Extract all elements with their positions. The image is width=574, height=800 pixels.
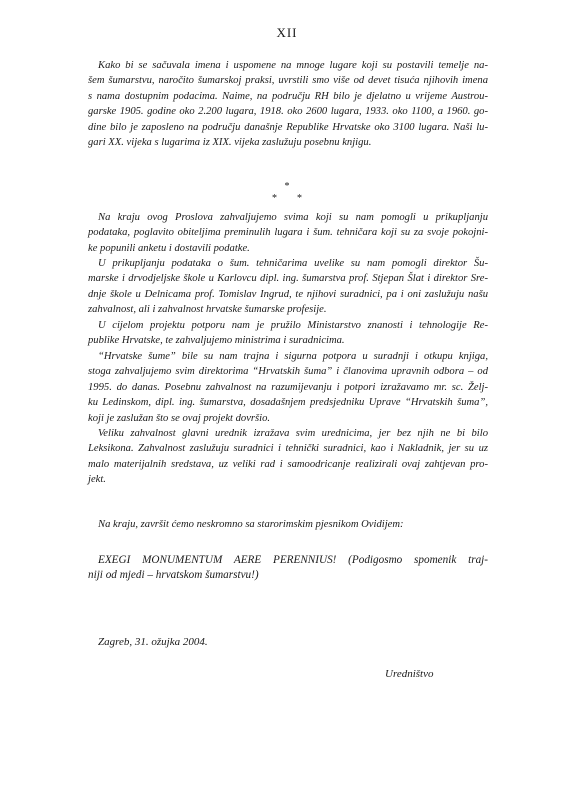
acknowledgements-paragraph: [88, 210, 488, 256]
text-line: U prikupljanju podataka o šum. tehničarima uvelike su nam pomogli direktor Šu-: [98, 258, 488, 269]
section-separator: [0, 181, 574, 205]
text-line: malo materijalnih sredstava, uz veliki rad i samoodricanje realizirali ovaj zahtjevan pro-: [88, 458, 488, 470]
separator-star-bottom: * *: [272, 193, 302, 204]
text-line: Na kraju, završit ćemo neskromno sa starorimskim pjesnikom Ovidijem:: [98, 519, 404, 530]
text-line: niji od mjedi – hrvatskom šumarstvu!): [88, 569, 259, 582]
text-line: ku Ledinskom, dipl. ing. šumarstva, dosadašnjem predsjedniku Uprave “Hrvatskih šuma”,: [88, 397, 488, 409]
text-line: gari XX. vijeka s lugarima iz XIX. vijeka zaslužuju posebnu knjigu.: [88, 137, 372, 149]
text-line: podataka, poglavito obiteljima preminulih lugara i šum. tehničara koji su za svoje pokojni-: [88, 227, 488, 239]
editors-paragraph: [88, 426, 488, 488]
text-line: jekt.: [88, 474, 106, 486]
signature: Uredništvo: [385, 668, 434, 680]
text-line: ke popunili anketu i dostavili podatke.: [88, 242, 250, 254]
text-line: Leksikona. Zahvalnost zaslužuju suradnici i tehnički suradnici, kao i Nakladnik, jer su uz: [88, 443, 488, 455]
text-line: Kako bi se sačuvala imena i uspomene na mnoge lugare koji su postavili temelje na-: [98, 60, 488, 71]
text-line: EXEGI MONUMENTUM AERE PERENNIUS! (Podigosmo spomenik traj-: [98, 554, 488, 566]
text-line: Veliku zahvalnost glavni urednik izražava svim urednicima, jer bez njih ne bi bilo: [98, 428, 488, 439]
ovid-quote: [88, 553, 488, 584]
text-line: publike Hrvatske, te zahvaljujemo ministrima i suradnicima.: [88, 335, 345, 347]
page-number: XII: [276, 25, 298, 40]
text-line: zahvalnost, ali i zahvalnost hrvatske šumarske profesije.: [88, 304, 327, 316]
schools-paragraph: [88, 256, 488, 318]
ministry-paragraph: [88, 318, 488, 349]
text-line: koji je zaslužan što se ovaj projekt dovršio.: [88, 412, 271, 424]
text-line: šem šumarstvu, naročito šumarskoj praksi, uvrstili smo više od devet tisuća njihovih imena: [88, 75, 488, 87]
text-line: marske i drvodjeljske škole u Karlovcu dipl. ing. šumarstva prof. Stjepan Šlat i direktor Sre-: [88, 273, 488, 285]
hrvatske-sume-paragraph: [88, 349, 488, 426]
separator-star-top: *: [284, 181, 290, 192]
text-line: dnje škole u Delnicama prof. Tomislav Ingrud, te njihovi suradnici, pa i oni zaslužuju našu: [88, 288, 488, 300]
text-line: Na kraju ovog Proslova zahvaljujemo svima koji su nam pomogli u prikupljanju: [98, 212, 488, 223]
text-line: s nama dostupnim podacima. Naime, na području RH bilo je djelatno u vrijeme Austrou-: [88, 90, 488, 102]
date-line: Zagreb, 31. ožujka 2004.: [98, 636, 208, 648]
text-line: garske 1905. godine oko 2.200 lugara, 1918. oko 2600 lugara, 1933. oko 1100, a 1960. go-: [88, 106, 488, 118]
text-line: stoga zahvaljujemo svim direktorima “Hrvatskih šuma” i članovima upravnih odbora – od: [88, 366, 488, 378]
text-line: 1995. do danas. Posebnu zahvalnost na razumijevanju i potpori izražavamo mr. sc. Želj-: [88, 381, 488, 393]
text-line: dine bilo je zaposleno na području današnje Republike Hrvatske oko 3100 lugara. Naši lu-: [88, 121, 488, 133]
text-line: “Hrvatske šume” bile su nam trajna i sigurna potpora u suradnji i otkupu knjiga,: [98, 351, 488, 362]
intro-paragraph: [88, 58, 488, 150]
closing-intro: [88, 517, 488, 532]
text-line: U cijelom projektu potporu nam je pružilo Ministarstvo znanosti i tehnologije Re-: [98, 320, 488, 331]
